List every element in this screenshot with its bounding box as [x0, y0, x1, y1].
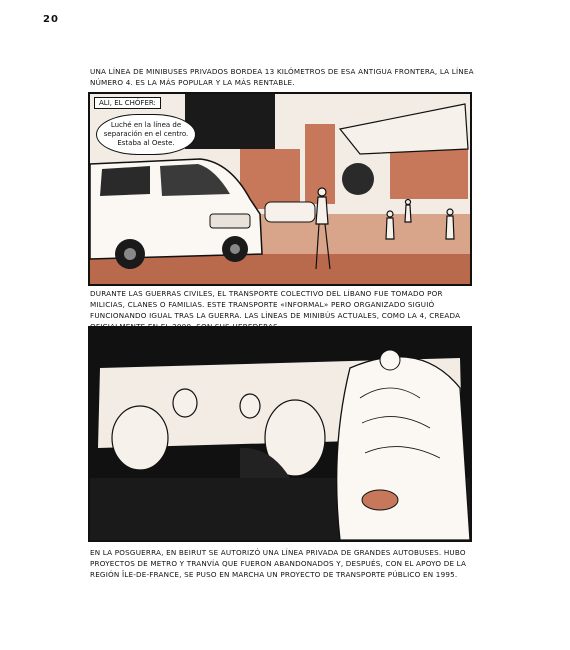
- bus-interior-illustration: [90, 328, 470, 540]
- page-number: 20: [43, 14, 59, 25]
- speaker-label: ALI, EL CHÓFER:: [94, 97, 161, 109]
- comic-panel-minibus: [88, 92, 472, 286]
- caption-intro: UNA LÍNEA DE MINIBUSES PRIVADOS BORDEA 13 KILÓMETROS DE ESA ANTIGUA FRONTERA, LA LÍNEA NÚMERO 4. ES LA MÁS POPULAR Y LA MÁS RENTABLE.: [90, 67, 474, 87]
- tree: [342, 163, 374, 195]
- comic-panel-bus-interior: [88, 326, 472, 542]
- dark-building: [185, 94, 275, 149]
- girl-foreground: [337, 350, 470, 540]
- caption-postwar: EN LA POSGUERRA, EN BEIRUT SE AUTORIZÓ UNA LÍNEA PRIVADA DE GRANDES AUTOBUSES. HUBO PROYECTOS DE METRO Y TRANVÍA QUE FUERON ABANDONADOS Y, DESPUÉS, CON EL APOYO DE LA REGIÓN ÎLE-DE-FRANCE, SE PUSO EN MARCHA UN PROYECTO DE TRANSPORTE PÚBLICO EN 1995.: [90, 548, 467, 579]
- speech-bubble: Luché en la línea de separación en el centro. Estaba al Oeste.: [96, 114, 196, 155]
- caption-civil-wars: DURANTE LAS GUERRAS CIVILES, EL TRANSPORTE COLECTIVO DEL LÍBANO FUE TOMADO POR MILICIAS, CLANES O FAMILIAS. ESTE TRANSPORTE «INFORMAL» PERO ORGANIZADO SIGUIÓ FUNCIONANDO IGUAL TRAS LA GUERRA. LAS LÍNEAS DE MINIBÚS ACTUALES, COMO LA 4, CREADA: [90, 289, 461, 320]
